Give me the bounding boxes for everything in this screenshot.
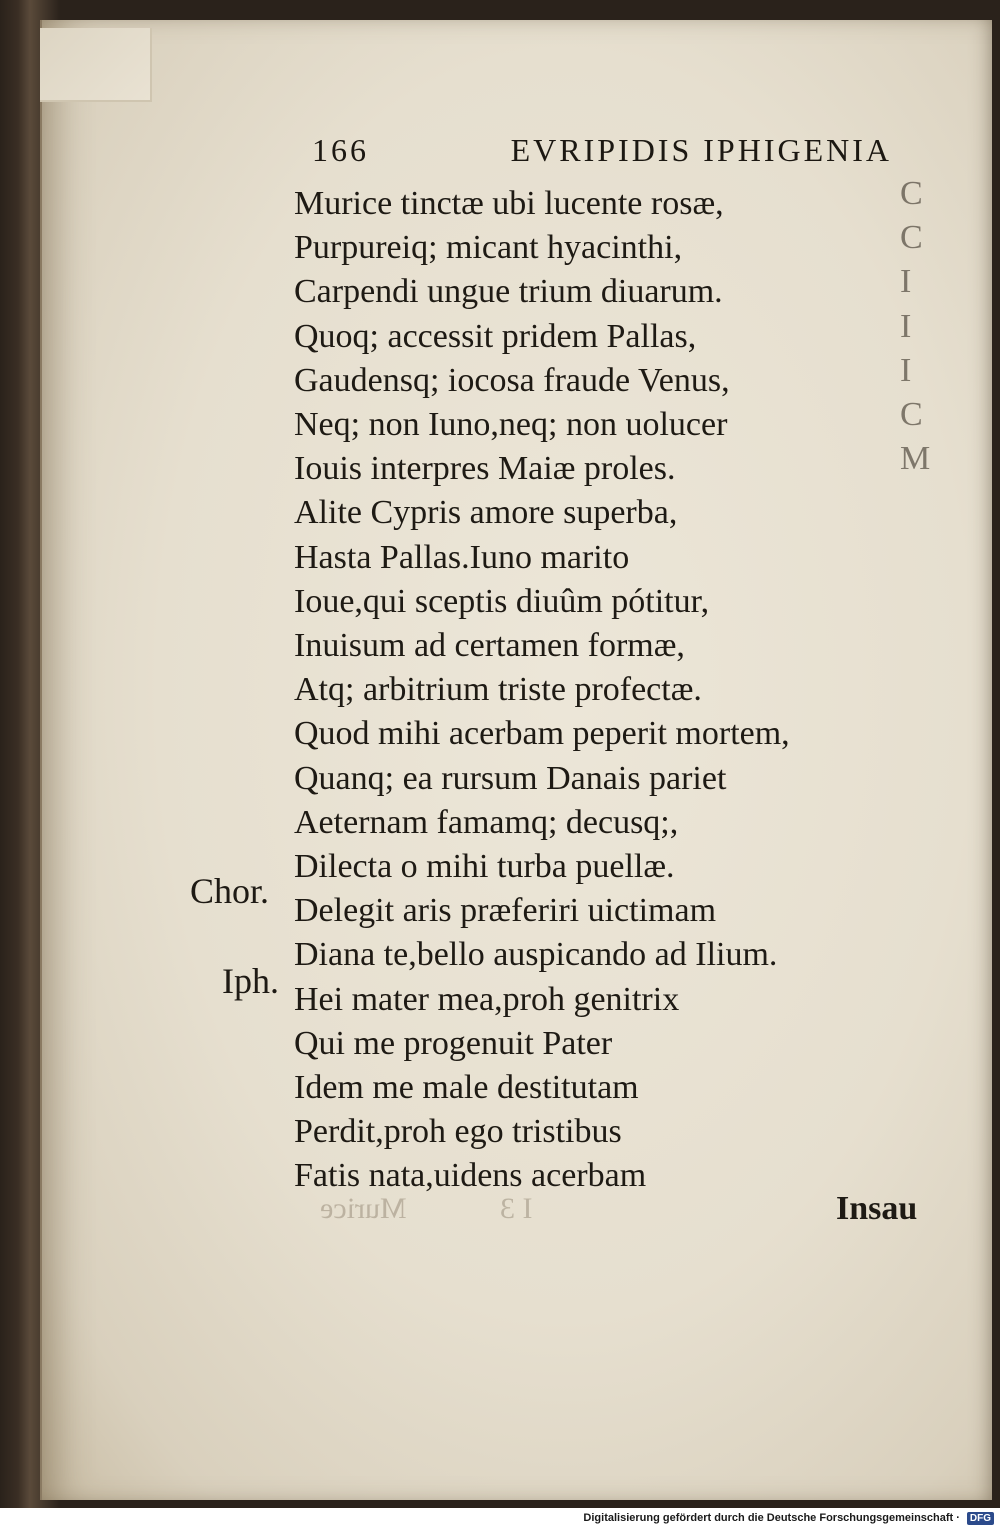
speaker-label-iphigenia: Iph.	[222, 961, 279, 1001]
verse-line: Murice tinctæ ubi lucente rosæ,	[294, 185, 724, 222]
speaker-label-chorus: Chor.	[190, 871, 270, 911]
verse-text	[294, 182, 790, 1199]
footer-separator: ·	[956, 1512, 960, 1524]
bleed-through-text: Murice	[320, 1192, 407, 1225]
verse-line: Quanq; ea rursum Danais pariet	[294, 759, 727, 797]
verse-line: Quod mihi acerbam peperit mortem,	[294, 715, 790, 753]
verse-line: Qui me progenuit Pater	[294, 1024, 613, 1062]
verse-line: Hasta Pallas.Iuno marito	[294, 538, 630, 576]
running-header	[312, 132, 892, 169]
verse-line: Purpureiq; micant hyacinthi,	[294, 229, 683, 267]
verse-line: Diana te,bello auspicando ad Ilium.	[294, 936, 778, 974]
verse-line: Ioue,qui sceptis diuûm pótitur,	[294, 582, 710, 620]
verse-line: Aeternam famamq; decusq;,	[294, 803, 679, 841]
running-title: EVRIPIDIS IPHIGENIA	[510, 132, 892, 168]
verse-line: Hei mater mea,proh genitrix	[294, 980, 680, 1018]
verse-line: Iouis interpres Maiæ proles.	[294, 450, 676, 488]
digitization-footer	[0, 1508, 1000, 1528]
verse-line: Idem me male destitutam	[294, 1069, 639, 1107]
page-number: 166	[312, 132, 369, 168]
verse-line: Dilecta o mihi turba puellæ.	[294, 848, 675, 886]
verse-line: Carpendi ungue trium diuarum.	[294, 273, 723, 311]
verse-line: Perdit,proh ego tristibus	[294, 1113, 622, 1151]
verse-line: Gaudensq; iocosa fraude Venus,	[294, 361, 730, 399]
signature-mark: I 3	[500, 1192, 533, 1225]
catchword: Insau	[836, 1190, 918, 1227]
footer-credit: Digitalisierung gefördert durch die Deutsche Forschungsgemeinschaft	[583, 1512, 954, 1524]
verse-line: Inuisum ad certamen formæ,	[294, 627, 685, 665]
verse-line: Neq; non Iuno,neq; non uolucer	[294, 406, 728, 444]
verse-line: Fatis nata,uidens acerbam	[294, 1157, 647, 1195]
verse-line: Delegit aris præferiri uictimam	[294, 892, 717, 930]
dfg-logo: DFG	[967, 1512, 994, 1525]
facing-page-edge-marks: C C I I I C M	[900, 175, 931, 478]
folded-corner	[40, 28, 152, 102]
verse-line: Alite Cypris amore superba,	[294, 494, 678, 532]
verse-line: Quoq; accessit pridem Pallas,	[294, 317, 697, 355]
verse-line: Atq; arbitrium triste profectæ.	[294, 671, 702, 709]
